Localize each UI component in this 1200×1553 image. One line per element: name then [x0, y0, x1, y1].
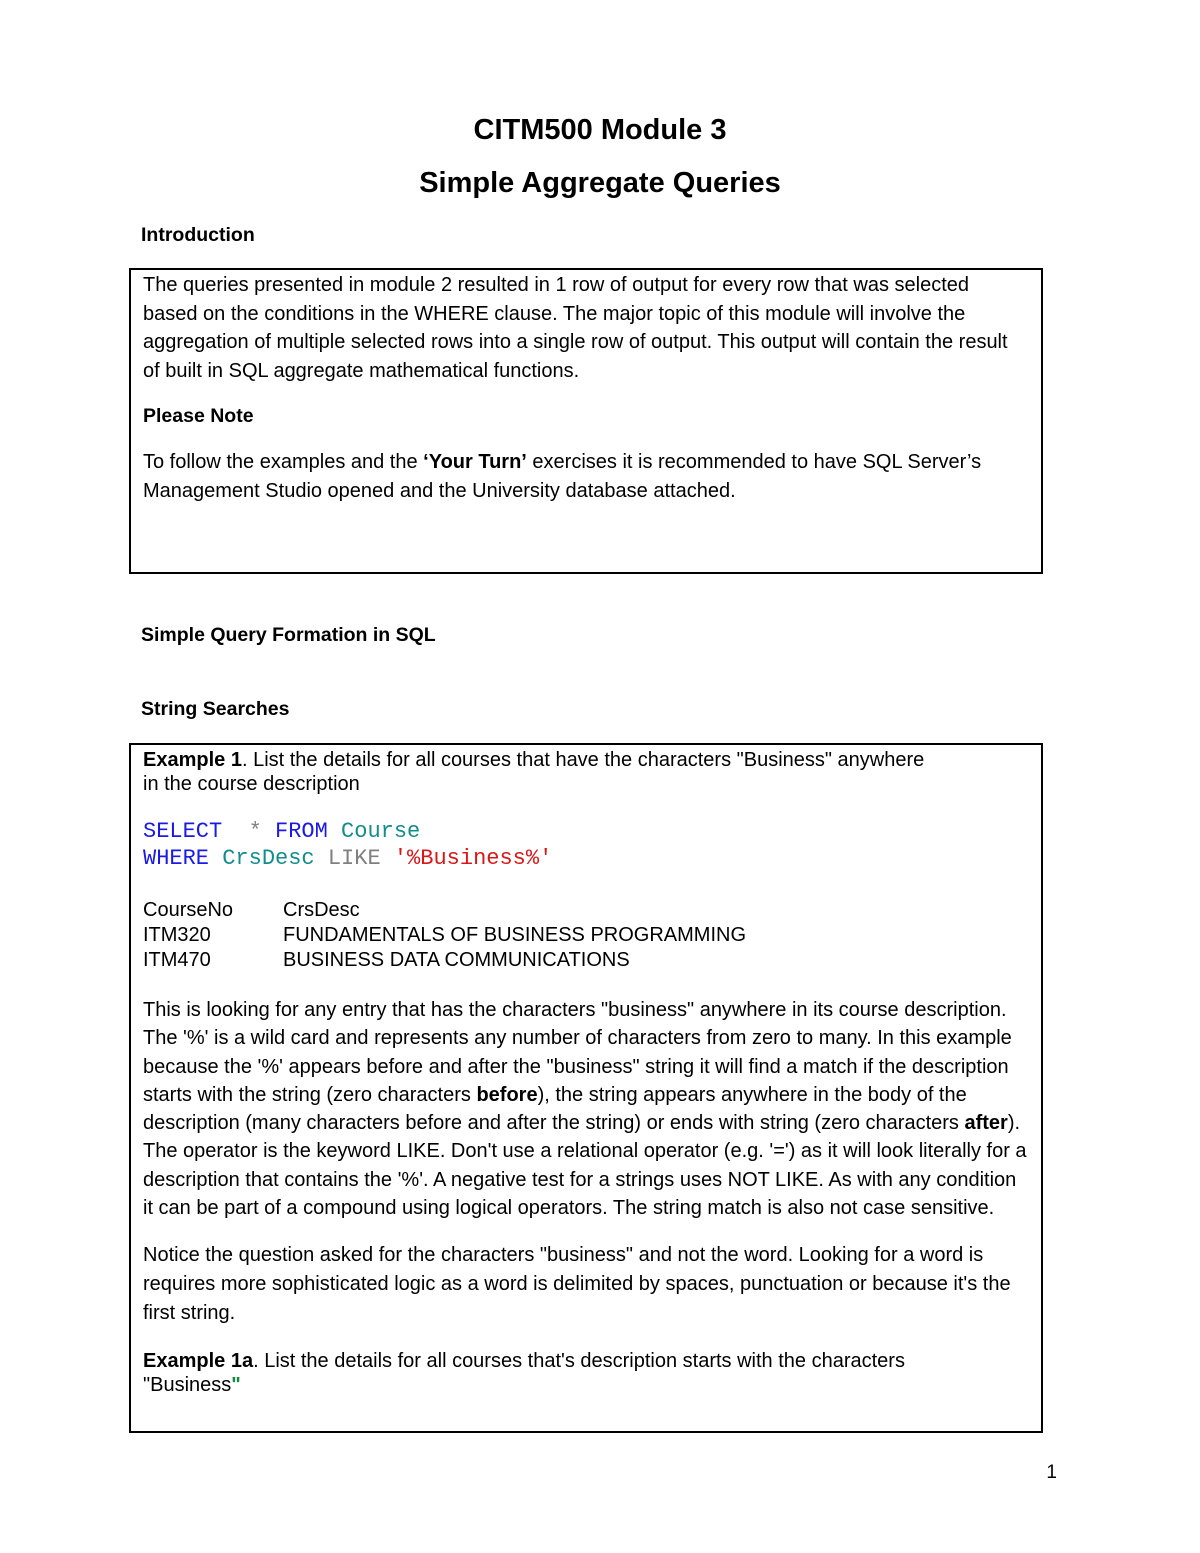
- results-header-row: [143, 898, 746, 923]
- example-1-explanation: [143, 996, 1029, 1222]
- results-cell: BUSINESS DATA COMMUNICATIONS: [283, 949, 630, 971]
- explanation-text: This is looking for any entry that has the characters "business" anywhere in its course description. The '%' is a wild card and represents any number of characters from zero to many. In this example because the '%' appears before and after the "business" string it will find a match if the description starts with the string (zero characters: [143, 999, 1012, 1106]
- please-note-text-start: To follow the examples and the: [143, 451, 424, 474]
- example-1a-text-continued: "Business: [143, 1374, 232, 1397]
- query-formation-heading: Simple Query Formation in SQL: [141, 624, 436, 646]
- sql-keyword-select: SELECT: [143, 819, 223, 844]
- please-note-heading: Please Note: [143, 405, 254, 428]
- introduction-heading: Introduction: [141, 224, 255, 246]
- example-1-prompt: [143, 748, 1029, 796]
- sql-star: *: [248, 819, 262, 844]
- example-1-label: Example 1: [143, 749, 242, 771]
- example-box: [129, 743, 1043, 1433]
- explanation-emphasis-after: after: [964, 1112, 1008, 1135]
- please-note-paragraph: [143, 448, 1029, 505]
- example-1-text: . List the details for all courses that have the characters "Business" anywhere: [241, 749, 925, 771]
- example-1a-prompt: [143, 1349, 1029, 1397]
- document-subtitle: Simple Aggregate Queries: [419, 167, 781, 199]
- example-1a-text: . List the details for all courses that's description starts with the characters: [253, 1350, 905, 1373]
- results-header-cell: CrsDesc: [283, 899, 360, 921]
- query-results-table: [143, 898, 746, 973]
- example-1-notice: Notice the question asked for the characters "business" and not the word. Looking for a word is requires more sophisticated logic as a word is delimited by spaces, punctuation or because it's the first string.: [143, 1244, 1011, 1324]
- example-1-text-continued: in the course description: [143, 773, 360, 795]
- explanation-emphasis-before: before: [476, 1083, 538, 1106]
- sql-keyword-from: FROM: [275, 819, 328, 844]
- results-cell: FUNDAMENTALS OF BUSINESS PROGRAMMING: [283, 924, 747, 946]
- explanation-text: ), the string appears anywhere in the body of the description (many characters before and after the string) or ends with string (zero characters: [143, 1083, 967, 1135]
- introduction-paragraph: The queries presented in module 2 resulted in 1 row of output for every row that was selected based on the conditions in the WHERE clause. The major topic of this module will involve the aggregation of multiple selected rows into a single row of output. This output will contain the result of built in SQL aggregate mathematical functions.: [143, 274, 1008, 382]
- sql-table-name: Course: [341, 819, 421, 844]
- results-cell: ITM470: [143, 949, 211, 971]
- example-1a-closing-quote: ": [231, 1374, 241, 1397]
- page-number: 1: [1046, 1462, 1057, 1483]
- sql-code-block: [143, 818, 1029, 872]
- your-turn-emphasis: ‘Your Turn’: [423, 451, 527, 474]
- example-1a-label: Example 1a: [143, 1350, 254, 1373]
- string-searches-heading: String Searches: [141, 698, 290, 720]
- results-row: [143, 948, 746, 973]
- please-note-text-end: exercises it is recommended to have SQL Server’s Management Studio opened and the University database attached.: [143, 451, 982, 502]
- sql-pattern-string: '%Business%': [393, 846, 553, 871]
- introduction-box: [129, 268, 1043, 574]
- sql-column-name: CrsDesc: [222, 846, 315, 871]
- results-cell: ITM320: [143, 924, 211, 946]
- results-row: [143, 923, 746, 948]
- results-header-cell: CourseNo: [143, 899, 234, 921]
- sql-keyword-like: LIKE: [327, 846, 381, 871]
- document-title: CITM500 Module 3: [473, 114, 727, 146]
- explanation-text: ). The operator is the keyword LIKE. Don't use a relational operator (e.g. '=') as it will look literally for a description that contains the '%'. A negative test for a strings uses NOT LIKE. As with any condition it can be part of a compound using logical operators. The string match is also not case sensitive.: [143, 1112, 1027, 1220]
- sql-keyword-where: WHERE: [143, 846, 210, 871]
